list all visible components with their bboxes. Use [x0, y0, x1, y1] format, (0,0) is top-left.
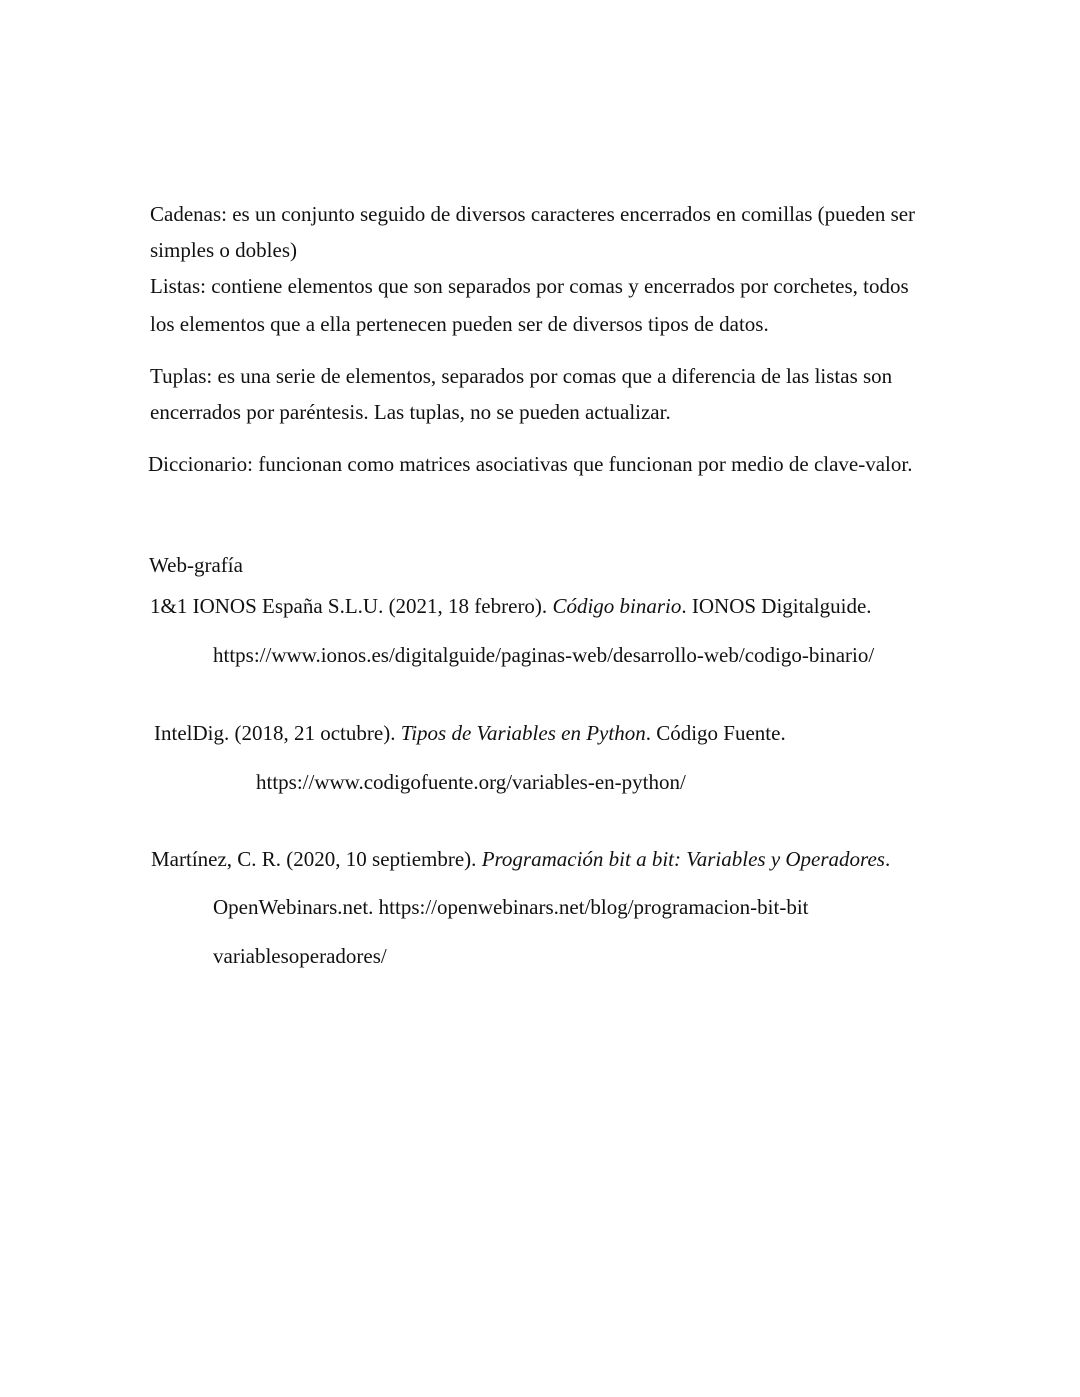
reference-2-authors-date: IntelDig. (2018, 21 octubre).	[154, 721, 401, 745]
tuplas-line-1: Tuplas: es una serie de elementos, separados por comas que a diferencia de las listas son	[150, 364, 893, 388]
tuplas-line-2: encerrados por paréntesis. Las tuplas, no se pueden actualizar.	[150, 400, 671, 424]
reference-1-title: Código binario	[552, 594, 682, 618]
reference-3-authors-date: Martínez, C. R. (2020, 10 septiembre).	[151, 847, 482, 871]
cadenas-line-2: simples o dobles)	[150, 238, 297, 262]
reference-3-citation	[151, 849, 890, 870]
reference-3-url-continued: variablesoperadores/	[213, 944, 387, 968]
reference-1-publisher: . IONOS Digitalguide.	[681, 594, 872, 618]
reference-3-publisher-url: OpenWebinars.net. https://openwebinars.net/blog/programacion-bit-bit	[213, 895, 809, 919]
reference-2-title: Tipos de Variables en Python	[400, 721, 646, 745]
reference-1-authors-date: 1&1 IONOS España S.L.U. (2021, 18 febrero).	[150, 594, 553, 618]
reference-3-period: .	[884, 847, 891, 871]
cadenas-line-1: Cadenas: es un conjunto seguido de diversos caracteres encerrados en comillas (pueden ser	[150, 202, 916, 226]
reference-2-url: https://www.codigofuente.org/variables-en-python/	[256, 770, 686, 794]
listas-line-1: Listas: contiene elementos que son separados por comas y encerrados por corchetes, todos	[150, 274, 909, 298]
reference-1-citation	[150, 596, 872, 617]
diccionario-line-1: Diccionario: funcionan como matrices asociativas que funcionan por medio de clave-valor.	[148, 452, 913, 476]
listas-line-2: los elementos que a ella pertenecen pueden ser de diversos tipos de datos.	[150, 312, 769, 336]
reference-1-url: https://www.ionos.es/digitalguide/paginas-web/desarrollo-web/codigo-binario/	[213, 643, 875, 667]
reference-3-title: Programación bit a bit: Variables y Operadores	[481, 847, 885, 871]
webgrafia-heading: Web-grafía	[149, 553, 243, 577]
reference-2-citation	[154, 723, 786, 744]
reference-2-publisher: . Código Fuente.	[645, 721, 786, 745]
